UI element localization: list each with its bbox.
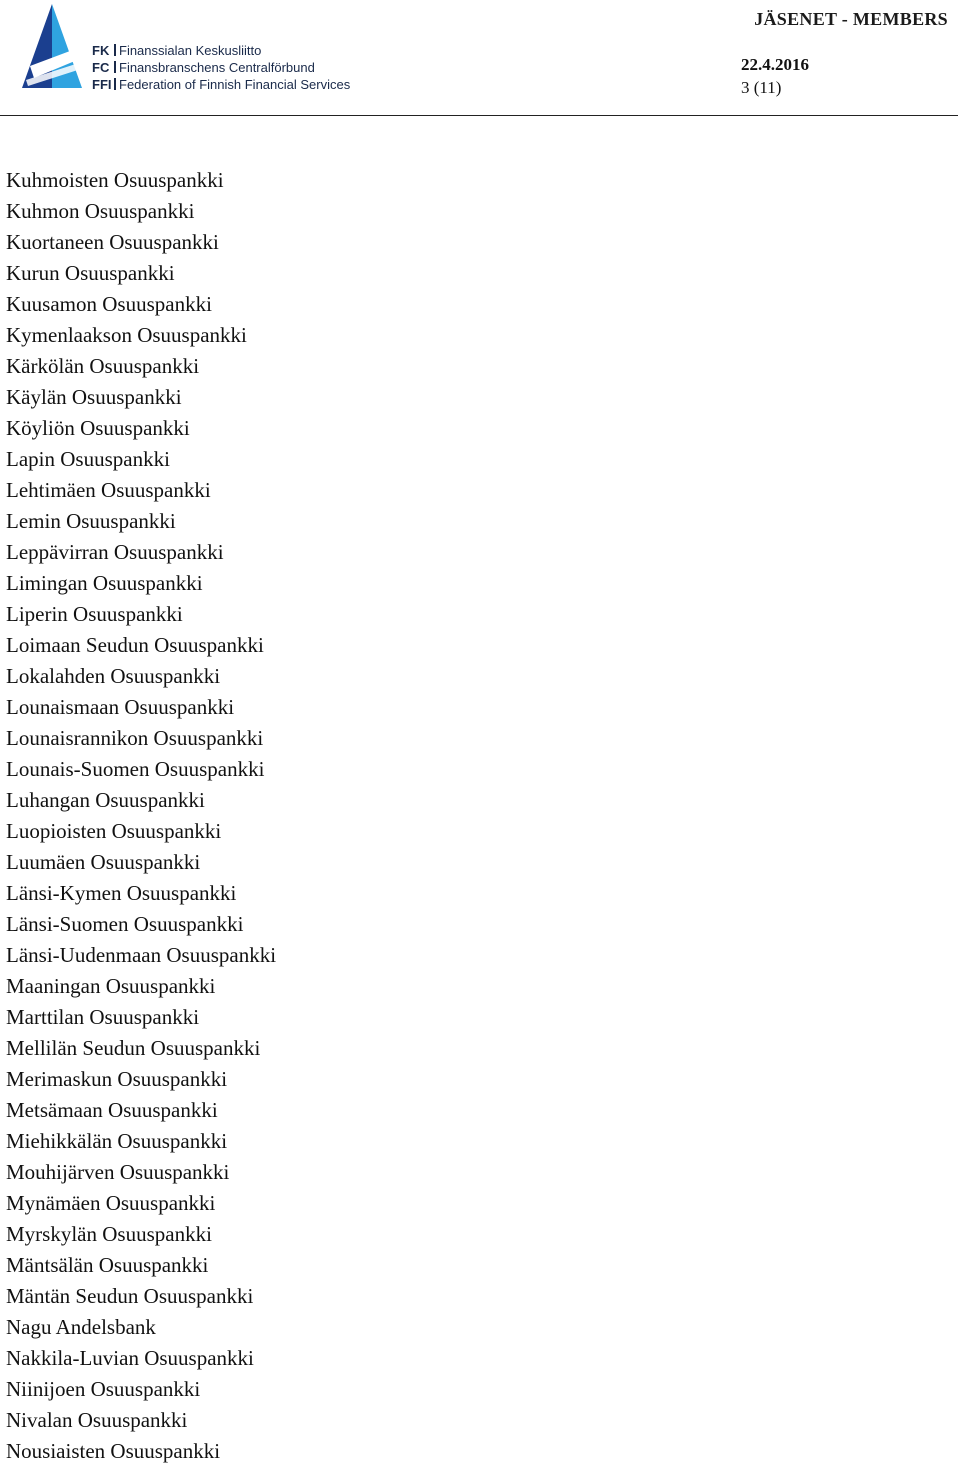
- member-list-item: Mellilän Seudun Osuuspankki: [6, 1036, 261, 1060]
- member-list-item: Mäntsälän Osuuspankki: [6, 1253, 209, 1277]
- member-list-item: Mouhijärven Osuuspankki: [6, 1160, 230, 1184]
- member-list-item: Merimaskun Osuuspankki: [6, 1067, 228, 1091]
- page-header: [0, 0, 960, 118]
- member-list-item: Lounaismaan Osuuspankki: [6, 695, 235, 719]
- member-list-item: Mäntän Seudun Osuuspankki: [6, 1284, 254, 1308]
- document-date: 22.4.2016: [741, 55, 809, 74]
- member-list-item: Nakkila-Luvian Osuuspankki: [6, 1346, 254, 1370]
- member-list-item: Miehikkälän Osuuspankki: [6, 1129, 228, 1153]
- member-list-item: Myrskylän Osuuspankki: [6, 1222, 212, 1246]
- member-list-item: Köyliön Osuuspankki: [6, 416, 190, 440]
- member-list-item: Loimaan Seudun Osuuspankki: [6, 633, 264, 657]
- member-list-item: Kuhmon Osuuspankki: [6, 199, 195, 223]
- member-list-item: Länsi-Suomen Osuuspankki: [6, 912, 244, 936]
- member-list-item: Nivalan Osuuspankki: [6, 1408, 188, 1432]
- logo-organization-name: Federation of Finnish Financial Services: [119, 77, 351, 92]
- logo-separator: [114, 44, 116, 56]
- member-list-item: Lokalahden Osuuspankki: [6, 664, 221, 688]
- member-list-item: Lapin Osuuspankki: [6, 447, 170, 471]
- logo-abbreviation: FC: [92, 60, 110, 75]
- member-list-item: Marttilan Osuuspankki: [6, 1005, 200, 1029]
- member-list-item: Nagu Andelsbank: [6, 1315, 156, 1339]
- member-list-item: Lemin Osuuspankki: [6, 509, 176, 533]
- member-list-item: Luumäen Osuuspankki: [6, 850, 201, 874]
- logo-organization-name: Finansbranschens Centralförbund: [119, 60, 315, 75]
- logo-abbreviation: FK: [92, 43, 110, 58]
- logo-line: [92, 76, 350, 93]
- ffi-logo: [20, 2, 360, 92]
- member-list-item: Länsi-Uudenmaan Osuuspankki: [6, 943, 277, 967]
- logo-separator: [114, 61, 116, 73]
- header-divider: [0, 115, 958, 116]
- logo-organization-name: Finanssialan Keskusliitto: [119, 43, 262, 58]
- logo-abbreviation: FFI: [92, 77, 112, 92]
- member-list-item: Lounaisrannikon Osuuspankki: [6, 726, 264, 750]
- member-list-item: Maaningan Osuuspankki: [6, 974, 216, 998]
- member-list-item: Mynämäen Osuuspankki: [6, 1191, 216, 1215]
- member-list-item: Länsi-Kymen Osuuspankki: [6, 881, 237, 905]
- member-list-item: Metsämaan Osuuspankki: [6, 1098, 218, 1122]
- member-list-item: Luhangan Osuuspankki: [6, 788, 205, 812]
- member-list-item: Limingan Osuuspankki: [6, 571, 203, 595]
- member-list: [6, 165, 276, 1467]
- member-list-item: Kuortaneen Osuuspankki: [6, 230, 219, 254]
- pyramid-logo-icon: [20, 2, 90, 90]
- member-list-item: Käylän Osuuspankki: [6, 385, 182, 409]
- member-list-item: Luopioisten Osuuspankki: [6, 819, 222, 843]
- logo-line: [92, 42, 350, 59]
- member-list-item: Lehtimäen Osuuspankki: [6, 478, 211, 502]
- member-list-item: Nousiaisten Osuuspankki: [6, 1439, 221, 1463]
- member-list-item: Niinijoen Osuuspankki: [6, 1377, 201, 1401]
- logo-line: [92, 59, 350, 76]
- member-list-item: Leppävirran Osuuspankki: [6, 540, 224, 564]
- page-number: 3 (11): [741, 78, 782, 97]
- member-list-item: Liperin Osuuspankki: [6, 602, 183, 626]
- member-list-item: Kuhmoisten Osuuspankki: [6, 168, 224, 192]
- document-title: JÄSENET - MEMBERS: [754, 9, 948, 29]
- member-list-item: Kuusamon Osuuspankki: [6, 292, 212, 316]
- logo-separator: [114, 78, 116, 90]
- member-list-item: Lounais-Suomen Osuuspankki: [6, 757, 265, 781]
- member-list-item: Kärkölän Osuuspankki: [6, 354, 200, 378]
- logo-text: [92, 42, 350, 93]
- member-list-item: Kurun Osuuspankki: [6, 261, 175, 285]
- member-list-item: Kymenlaakson Osuuspankki: [6, 323, 247, 347]
